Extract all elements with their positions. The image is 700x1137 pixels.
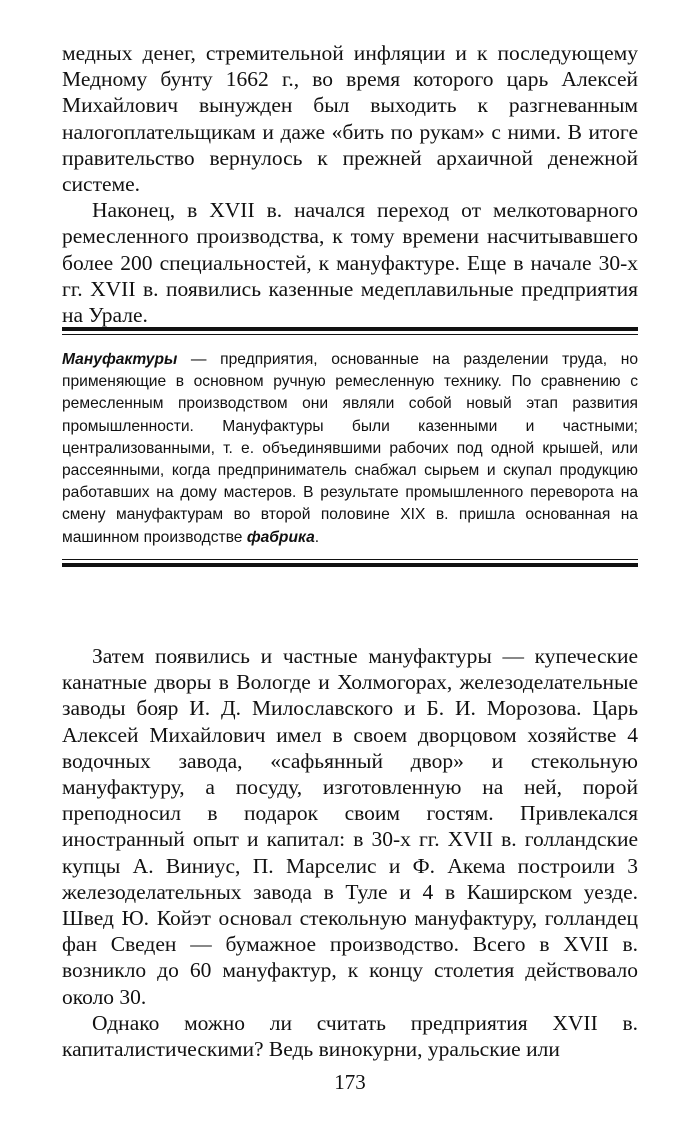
definition-end: .	[314, 528, 320, 546]
page-number: 173	[334, 1070, 366, 1094]
definition-term-end: фабрика	[246, 528, 315, 546]
paragraph: Затем появились и частные мануфактуры — купеческие канатные дворы в Вологде и Холмогорах, железоделательные заводы бояр И. Д. Милославского и Б. И. Морозова. Царь Алексей Михайлович имел в своем дворцовом хозяйстве 4 водочных завода, «сафьянный двор» и стекольную мануфактуру, а посуду, изготовленную на ней, порой преподносил в подарок своим гостям. Привлекался иностранный опыт и капитал: в 30-х гг. XVII в. голландские купцы А. Виниус, П. Марселис и Ф. Акема построили 3 железоделательных завода в Туле и 4 в Каширском уезде. Швед Ю. Койэт основал стекольную мануфактуру, голландец фан Сведен — бумажное производство. Всего в XVII в. возникло до 60 мануфактур, к концу столетия действовало около 30.	[62, 644, 638, 1009]
box-bottom-rule-thin	[62, 559, 638, 560]
definition-body: — предприятия, основанные на разделении труда, но применяющие в основном ручную ремесленную технику. По сравнению с ремесленным производством они являли собой новый этап развития промышленности. Мануфактуры были казенными и частными; централизованными, т. е. объединявшими рабочих под одной крышей, или рассеянными, когда предприниматель снабжал сырьем и скупал продукцию работавших на дому мастеров. В результате промышленного переворота на смену мануфактурам во второй половине XIX в. пришла основанная на машинном производстве	[62, 351, 638, 546]
paragraph: медных денег, стремительной инфляции и к последующему Медному бунту 1662 г., во время которого царь Алексей Михайлович вынужден был выходить к разгневанным налогоплательщикам и даже «бить по рукам» с ними. В итоге правительство вернулось к прежней архаичной денежной системе.	[62, 41, 638, 197]
box-top-rule-thin	[62, 334, 638, 335]
definition-box	[62, 327, 638, 567]
bottom-text	[62, 643, 638, 1062]
definition-term: Мануфактуры	[62, 351, 178, 368]
paragraph: Однако можно ли считать предприятия XVII в. капиталистическими? Ведь винокурни, уральские или	[62, 1010, 638, 1062]
definition-text	[62, 349, 638, 549]
box-top-rule	[62, 327, 638, 331]
paragraph: Наконец, в XVII в. начался переход от мелкотоварного ремесленного производства, к тому времени насчитывавшего более 200 специальностей, к мануфактуре. Еще в начале 30-х гг. XVII в. появились казенные медеплавильные предприятия на Урале.	[62, 198, 638, 328]
box-bottom-rule	[62, 563, 638, 567]
top-text	[62, 40, 638, 328]
